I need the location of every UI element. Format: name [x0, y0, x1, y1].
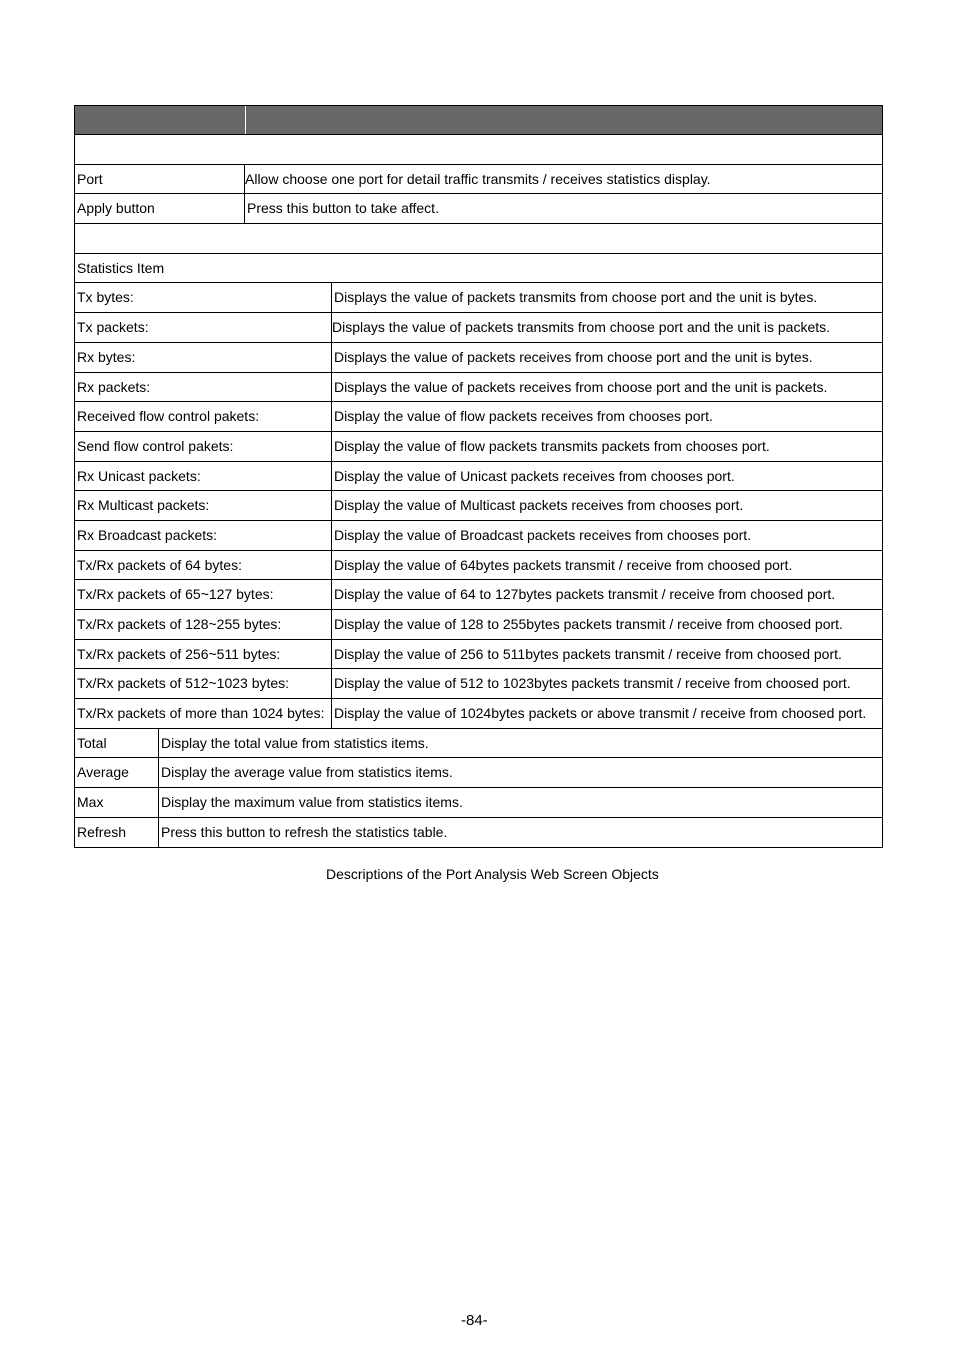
table-caption: Descriptions of the Port Analysis Web Screen Objects — [326, 866, 659, 882]
statistic-description: Display the value of flow packets receives from chooses port. — [334, 408, 713, 425]
header-cell-description — [246, 106, 882, 134]
table-row — [74, 194, 883, 224]
table-row — [74, 729, 883, 759]
summary-description: Press this button to refresh the statistics table. — [161, 823, 448, 840]
statistic-name: Tx/Rx packets of 65~127 bytes: — [75, 580, 332, 609]
table-row — [74, 551, 883, 581]
table-row — [74, 313, 883, 343]
statistics-item-header: Statistics Item — [77, 259, 165, 276]
statistic-description: Displays the value of packets receives from choose port and the unit is packets. — [334, 378, 828, 395]
statistic-name: Tx/Rx packets of 64 bytes: — [75, 551, 332, 580]
statistic-description: Displays the value of packets receives from choose port and the unit is bytes. — [334, 348, 813, 365]
table-row — [74, 165, 883, 195]
statistic-name: Rx Unicast packets: — [75, 462, 332, 491]
statistic-description: Displays the value of packets transmits from choose port and the unit is bytes. — [334, 289, 818, 306]
table-row — [74, 462, 883, 492]
statistic-description: Display the value of 128 to 255bytes packets transmit / receive from choosed port. — [334, 616, 843, 632]
table-row — [74, 373, 883, 403]
table-row — [74, 402, 883, 432]
object-description: Press this button to take affect. — [247, 200, 439, 217]
table-row — [74, 818, 883, 848]
statistic-description: Display the value of 64 to 127bytes packets transmit / receive from choosed port. — [334, 586, 836, 603]
statistics-header-row — [74, 254, 883, 284]
table-header-bar — [74, 105, 883, 135]
statistic-description: Display the value of flow packets transmits packets from chooses port. — [334, 437, 770, 454]
summary-name: Total — [75, 729, 159, 758]
statistic-description: Display the value of 64bytes packets transmit / receive from choosed port. — [334, 556, 793, 573]
table-row — [74, 610, 883, 640]
statistic-description: Displays the value of packets transmits from choose port and the unit is packets. — [332, 319, 831, 336]
summary-name: Average — [75, 758, 159, 787]
blank-section-row — [74, 224, 883, 254]
table-row — [74, 521, 883, 551]
summary-description: Display the total value from statistics items. — [161, 734, 429, 751]
table-row — [74, 640, 883, 670]
statistic-description: Display the value of 256 to 511bytes packets transmit / receive from choosed port. — [334, 645, 842, 662]
object-name: Port — [75, 165, 245, 194]
statistic-description: Display the value of 512 to 1023bytes packets transmit / receive from choosed port. — [334, 675, 851, 692]
table-row — [74, 788, 883, 818]
table-row — [74, 758, 883, 788]
statistic-name: Send flow control pakets: — [75, 432, 332, 461]
page-number: -84- — [461, 1312, 488, 1329]
object-description: Allow choose one port for detail traffic transmits / receives statistics display. — [245, 170, 711, 187]
summary-name: Refresh — [75, 818, 159, 847]
summary-name: Max — [75, 788, 159, 817]
header-cell-object — [75, 106, 246, 134]
table-row — [74, 283, 883, 313]
summary-description: Display the maximum value from statistics items. — [161, 794, 463, 811]
statistic-name: Rx bytes: — [75, 343, 332, 372]
table-row — [74, 669, 883, 699]
statistic-name: Rx Broadcast packets: — [75, 521, 332, 550]
statistic-description: Display the value of Multicast packets receives from chooses port. — [334, 497, 744, 514]
statistic-description: Display the value of Unicast packets receives from chooses port. — [334, 467, 735, 484]
description-table — [74, 105, 883, 848]
object-name: Apply button — [75, 194, 245, 223]
statistic-description: Display the value of 1024bytes packets or above transmit / receive from choosed port. — [334, 705, 867, 722]
statistic-name: Rx Multicast packets: — [75, 491, 332, 520]
blank-section-row — [74, 135, 883, 165]
statistic-name: Tx/Rx packets of 128~255 bytes: — [75, 610, 332, 639]
statistic-name: Tx/Rx packets of 512~1023 bytes: — [75, 669, 332, 698]
statistic-name: Tx/Rx packets of more than 1024 bytes: — [75, 699, 332, 728]
table-row — [74, 432, 883, 462]
statistic-name: Tx/Rx packets of 256~511 bytes: — [75, 640, 332, 669]
table-row — [74, 491, 883, 521]
table-row — [74, 699, 883, 729]
statistic-name: Rx packets: — [75, 373, 332, 402]
statistic-name: Tx bytes: — [75, 283, 332, 312]
statistic-name: Received flow control pakets: — [75, 402, 332, 431]
statistic-description: Display the value of Broadcast packets receives from chooses port. — [334, 526, 752, 543]
summary-description: Display the average value from statistics items. — [161, 764, 453, 781]
table-row — [74, 343, 883, 373]
table-row — [74, 580, 883, 610]
statistic-name: Tx packets: — [75, 313, 332, 342]
